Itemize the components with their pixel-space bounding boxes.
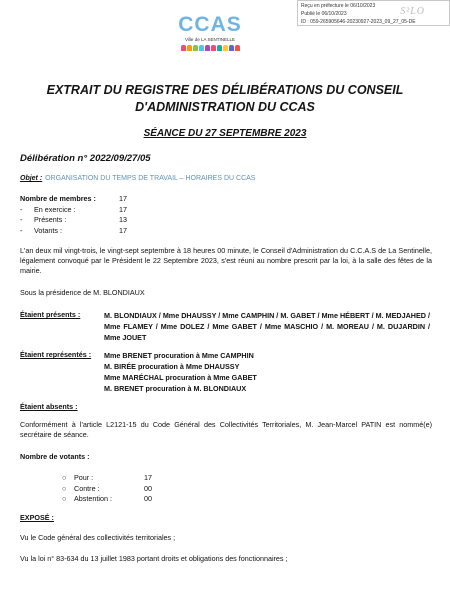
members-value: 17 [119,194,127,203]
exercice-label: - En exercice : [20,205,119,216]
votants-count-value: 17 [119,225,127,235]
presents-label: Étaient présents : [20,310,81,319]
members-label: Nombre de membres : [20,194,96,203]
vote-contre: ○ Contre : 00 [62,483,152,493]
members-block [20,194,320,236]
vote-abstention: ○ Abstention : 00 [62,494,152,503]
procuration-item: Mme BRENET procuration à Mme CAMPHIN [104,351,254,360]
representes-list [104,350,430,394]
people-icon [175,45,245,51]
presents-count-value: 13 [119,215,127,224]
procuration-item: M. BRENET procuration à M. BLONDIAUX [104,384,247,393]
vote-label: Contre : [74,483,100,493]
secretaire-paragraph: Conformément à l'article L2121-15 du Code Général des Collectivités Territoriales, M. Jean-Marcel PATIN est nommé(e) secrétaire de séance. [20,420,432,439]
members-presents [20,215,320,226]
deliberation-number: Délibération n° 2022/09/27/05 [20,153,151,164]
logo-subtitle: Ville de LA SENTINELLE [185,37,235,42]
presidence-line: Sous la présidence de M. BLONDIAUX [20,288,145,297]
members-total [20,194,320,205]
intro-paragraph: L'an deux mil vingt-trois, le vingt-sept septembre à 18 heures 00 minute, le Conseil d'Administration du C.C.A.S de La Sentinelle, légalement convoqué par le Président le 22 Septembre 2023, s'est réuni au nombre prescrit par la loi, à la salle des fêtes de la mairie. [20,246,432,275]
stamp-received: Reçu en préfecture le 06/10/2023 [301,3,376,9]
stamp-published: Publié le 06/10/2023 [301,11,347,17]
votes-block [62,473,262,505]
presents-list: M. BLONDIAUX / Mme DHAUSSY / Mme CAMPHIN / M. GABET / Mme HÉBERT / M. MEDJAHED / Mme FLAMEY / Mme DOLEZ / Mme GABET / Mme MASCHIO / M. MOREAU / M. DUJARDIN / Mme JOUET [104,311,430,342]
vote-label: Pour : [74,473,94,482]
exercice-value: 17 [119,204,127,214]
procuration-item: M. BIRÉE procuration à Mme DHAUSSY [104,362,240,371]
page-title: EXTRAIT DU REGISTRE DES DÉLIBÉRATIONS DU CONSEIL D'ADMINISTRATION DU CCAS [46,83,404,114]
logo-name: CCAS [178,13,242,36]
representes-label: Étaient représentés : [20,350,92,359]
vote-pour: ○ Pour : 17 [62,473,152,482]
vote-value: 17 [144,473,152,482]
votants-count-label: - Votants : [20,226,119,237]
s2lo-logo: S²LO [400,6,425,17]
presents-count-label: - Présents : [20,215,119,226]
vote-value: 00 [144,483,152,493]
ccas-logo [175,14,245,74]
absents-label: Étaient absents : [20,402,78,411]
prefecture-stamp [297,0,450,26]
objet-label: Objet : [20,175,43,182]
seance-date: SÉANCE DU 27 SEPTEMBRE 2023 [143,128,307,139]
vote-label: Abstention : [74,494,112,503]
stamp-id: ID : 059-265905646-20230927-2023_09_27_05-DE [301,19,416,25]
members-votants [20,226,320,237]
members-exercice [20,205,320,216]
vu-loi: Vu la loi n° 83-634 du 13 juillet 1983 portant droits et obligations des fonctionnaires ; [20,554,288,563]
objet-line [20,175,255,182]
vu-cgct: Vu le Code général des collectivités territoriales ; [20,533,176,542]
votants-label: Nombre de votants : [20,452,90,461]
expose-heading: EXPOSÉ : [20,513,54,522]
objet-value: ORGANISATION DU TEMPS DE TRAVAIL – HORAIRES DU CCAS [45,175,256,182]
procuration-item: Mme MARÉCHAL procuration à Mme GABET [104,373,257,382]
vote-value: 00 [144,494,152,503]
